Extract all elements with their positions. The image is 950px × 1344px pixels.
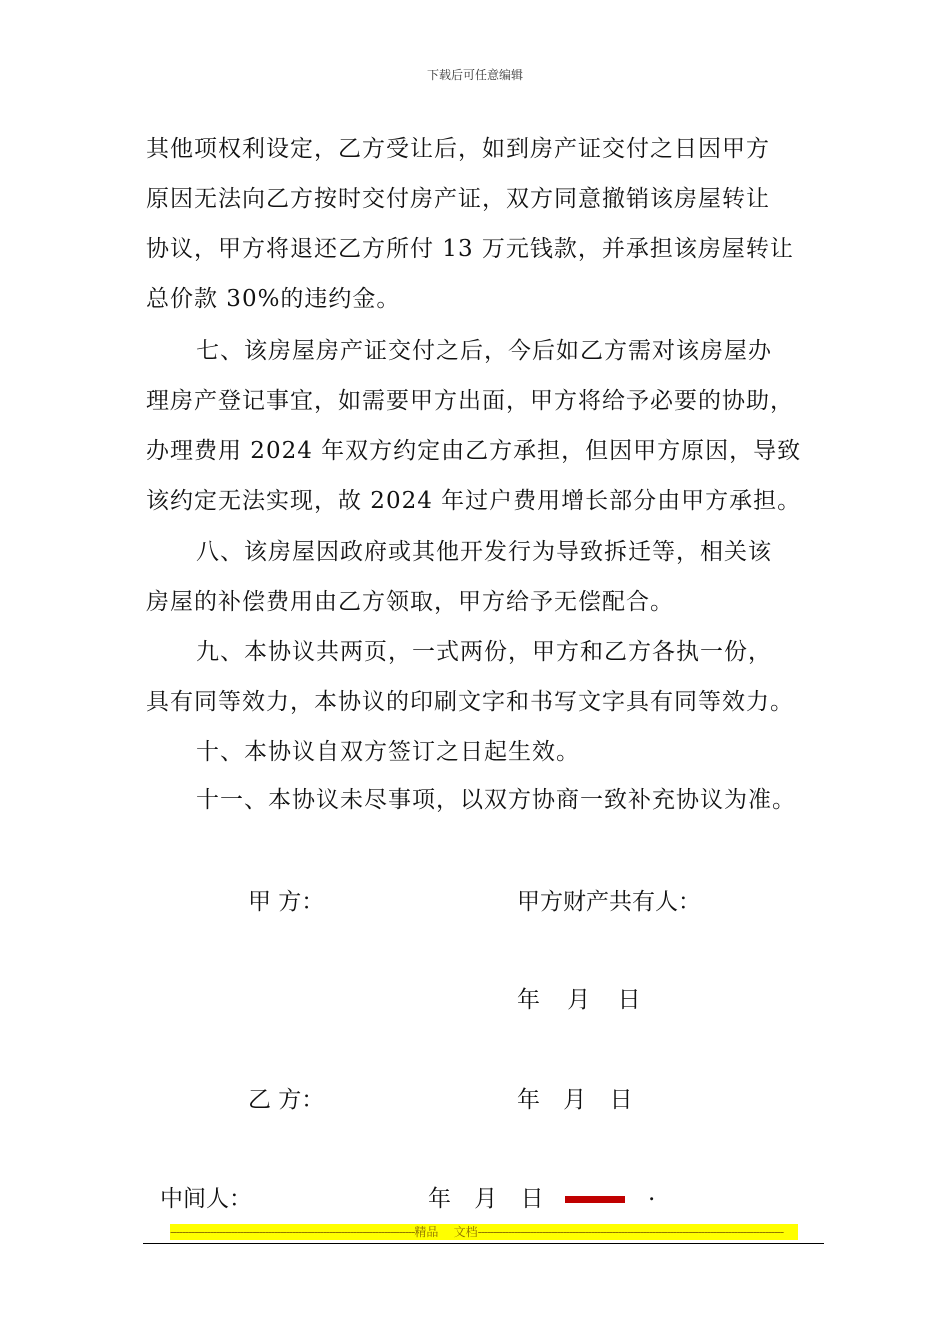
footer-dashes-right: ---------------------------------------------------------------------------------------------------- — [477, 1225, 784, 1239]
date-line-3: 年 月 日 — [428, 1186, 552, 1212]
text-line: 七、该房屋房产证交付之后，今后如乙方需对该房屋办 — [196, 338, 772, 364]
footer-label-1: 精品 — [414, 1225, 439, 1239]
paragraph-continuation — [146, 124, 826, 324]
text-line: 理房产登记事宜，如需要甲方出面，甲方将给予必要的协助， — [146, 388, 794, 414]
text-line: 其他项权利设定，乙方受让后，如到房产证交付之日因甲方 — [146, 136, 770, 162]
text-line: 原因无法向乙方按时交付房产证，双方同意撤销该房屋转让 — [146, 186, 770, 212]
text-line: 办理费用 2024 年双方约定由乙方承担，但因甲方原因，导致 — [146, 438, 802, 464]
text-line: 十、本协议自双方签订之日起生效。 — [196, 739, 580, 765]
red-mark — [565, 1196, 625, 1203]
page-header: 下载后可任意编辑 — [426, 68, 523, 82]
footer-dashes-left: -------------------------------------------------------------------------------- — [170, 1225, 415, 1239]
clause-11 — [146, 775, 826, 825]
party-a-coowner-label: 甲方财产共有人： — [517, 889, 701, 915]
text-line: 十一、本协议未尽事项，以双方协商一致补充协议为准。 — [196, 787, 796, 813]
footer-rule — [143, 1243, 824, 1244]
party-a-label: 甲 方： — [248, 889, 325, 915]
text-line: 总价款 30%的违约金。 — [146, 286, 401, 312]
intermediary-label: 中间人： — [160, 1186, 252, 1212]
clause-10 — [146, 727, 826, 777]
footer-band — [170, 1224, 798, 1240]
text-line: 协议，甲方将退还乙方所付 13 万元钱款，并承担该房屋转让 — [146, 236, 794, 262]
clause-8 — [146, 527, 826, 627]
trailing-dot: . — [648, 1180, 656, 1206]
date-line-2: 年 月 日 — [517, 1087, 641, 1113]
text-line: 九、本协议共两页，一式两份，甲方和乙方各执一份， — [196, 639, 772, 665]
date-line-1: 年 月 日 — [517, 987, 651, 1013]
text-line: 八、该房屋因政府或其他开发行为导致拆迁等，相关该 — [196, 539, 772, 565]
party-b-label: 乙 方： — [248, 1087, 325, 1113]
clause-7 — [146, 326, 826, 526]
text-line: 房屋的补偿费用由乙方领取，甲方给予无偿配合。 — [146, 589, 674, 615]
text-line: 具有同等效力，本协议的印刷文字和书写文字具有同等效力。 — [146, 689, 794, 715]
footer-label-2: 文档 — [453, 1225, 478, 1239]
clause-9 — [146, 627, 826, 727]
text-line: 该约定无法实现，故 2024 年过户费用增长部分由甲方承担。 — [146, 488, 802, 514]
